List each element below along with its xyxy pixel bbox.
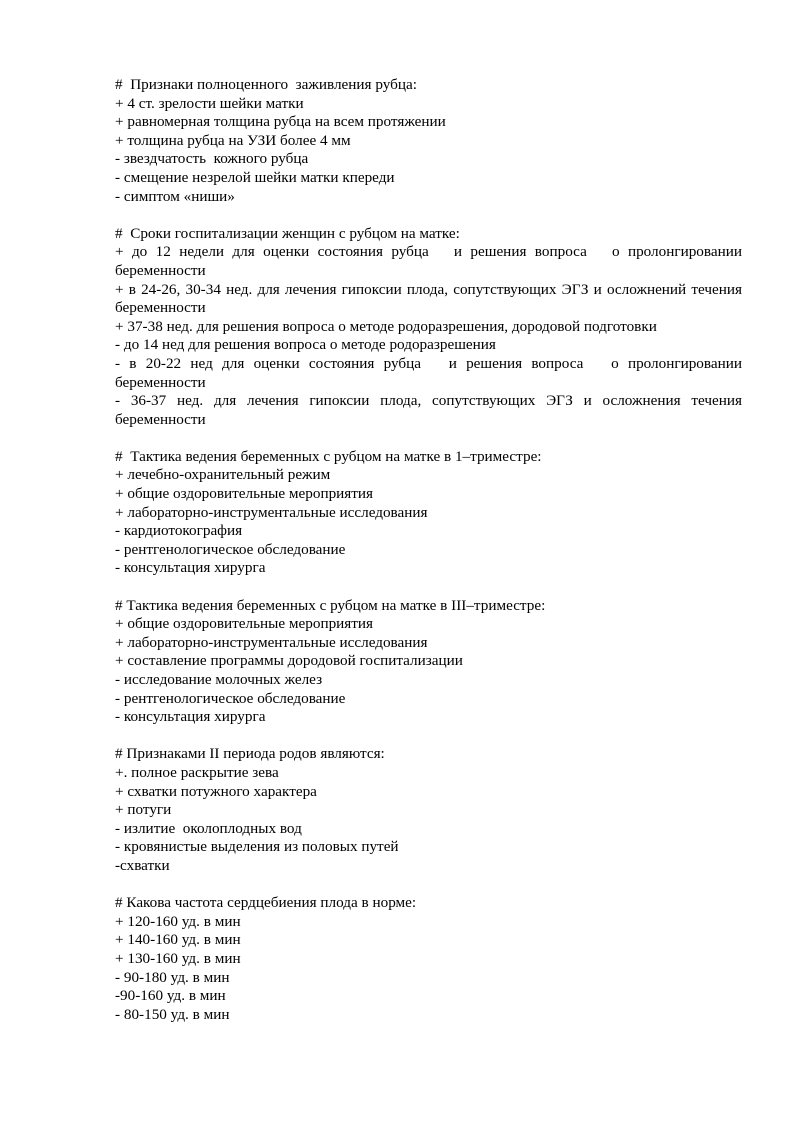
answer-option: + лечебно-охранительный режим bbox=[115, 466, 331, 484]
answer-option: - в 20-22 нед для оценки состояния рубца и решения вопроса о пролонгировании беременности bbox=[115, 354, 746, 391]
question-block-3 bbox=[115, 448, 742, 578]
answer-option: + 4 ст. зрелости шейки матки bbox=[115, 94, 304, 112]
answer-option: + 120-160 уд. в мин bbox=[115, 912, 241, 930]
answer-option: + потуги bbox=[115, 801, 172, 819]
answer-option: -90-160 уд. в мин bbox=[115, 987, 226, 1005]
answer-option: + общие оздоровительные мероприятия bbox=[115, 615, 374, 633]
answer-option: + лабораторно-инструментальные исследования bbox=[115, 503, 428, 521]
answer-option: - излитие околоплодных вод bbox=[115, 819, 302, 837]
answer-option: - 90-180 уд. в мин bbox=[115, 968, 230, 986]
answer-option: + 130-160 уд. в мин bbox=[115, 949, 241, 967]
answer-option: - консультация хирурга bbox=[115, 559, 266, 577]
answer-option: - звездчатость кожного рубца bbox=[115, 150, 309, 168]
answer-option: - симптом «ниши» bbox=[115, 187, 235, 205]
answer-option: + составление программы дородовой госпитализации bbox=[115, 652, 463, 670]
answer-option: + лабораторно-инструментальные исследования bbox=[115, 633, 428, 651]
answer-option: - 80-150 уд. в мин bbox=[115, 1005, 230, 1023]
answer-option: - консультация хирурга bbox=[115, 708, 266, 726]
answer-option: + общие оздоровительные мероприятия bbox=[115, 485, 374, 503]
answer-option: - 36-37 нед. для лечения гипоксии плода, сопутствующих ЭГЗ и осложнения течения беременности bbox=[115, 392, 746, 428]
question-block-2 bbox=[115, 224, 746, 430]
answer-option: + 37-38 нед. для решения вопроса о методе родоразрешения, дородовой подготовки bbox=[115, 317, 657, 335]
answer-option: - рентгенологическое обследование bbox=[115, 689, 346, 707]
answer-option: + толщина рубца на УЗИ более 4 мм bbox=[115, 131, 351, 149]
answer-option: -схватки bbox=[115, 856, 170, 874]
question-block-6 bbox=[115, 894, 742, 1024]
document-page bbox=[115, 76, 746, 1043]
question-text: # Признаками II периода родов являются: bbox=[115, 745, 385, 763]
answer-option: - рентгенологическое обследование bbox=[115, 540, 346, 558]
answer-option: + до 12 недели для оценки состояния рубца и решения вопроса о пролонгировании беременности bbox=[115, 243, 746, 279]
answer-option: - смещение незрелой шейки матки кпереди bbox=[115, 168, 395, 186]
question-text: # Тактика ведения беременных с рубцом на матке в III–триместре: bbox=[115, 596, 546, 614]
answer-option: + равномерная толщина рубца на всем протяжении bbox=[115, 113, 446, 131]
question-text: # Тактика ведения беременных с рубцом на матке в 1–триместре: bbox=[115, 447, 542, 465]
answer-option: + 140-160 уд. в мин bbox=[115, 931, 241, 949]
answer-option: +. полное раскрытие зева bbox=[115, 763, 279, 781]
question-block-5 bbox=[115, 745, 742, 875]
answer-option: - кровянистые выделения из половых путей bbox=[115, 838, 399, 856]
question-text: # Признаки полноценного заживления рубца: bbox=[115, 76, 417, 93]
question-text: # Какова частота сердцебиения плода в норме: bbox=[115, 894, 417, 912]
answer-option: + в 24-26, 30-34 нед. для лечения гипоксии плода, сопутствующих ЭГЗ и осложнений течения беременности bbox=[115, 280, 746, 317]
question-block-4 bbox=[115, 597, 742, 727]
answer-option: - кардиотокография bbox=[115, 522, 243, 540]
question-block-1 bbox=[115, 76, 742, 206]
answer-option: + схватки потужного характера bbox=[115, 782, 317, 800]
answer-option: - исследование молочных желез bbox=[115, 671, 323, 688]
answer-option: - до 14 нед для решения вопроса о методе родоразрешения bbox=[115, 336, 496, 354]
question-text: # Сроки госпитализации женщин с рубцом на матке: bbox=[115, 224, 460, 242]
